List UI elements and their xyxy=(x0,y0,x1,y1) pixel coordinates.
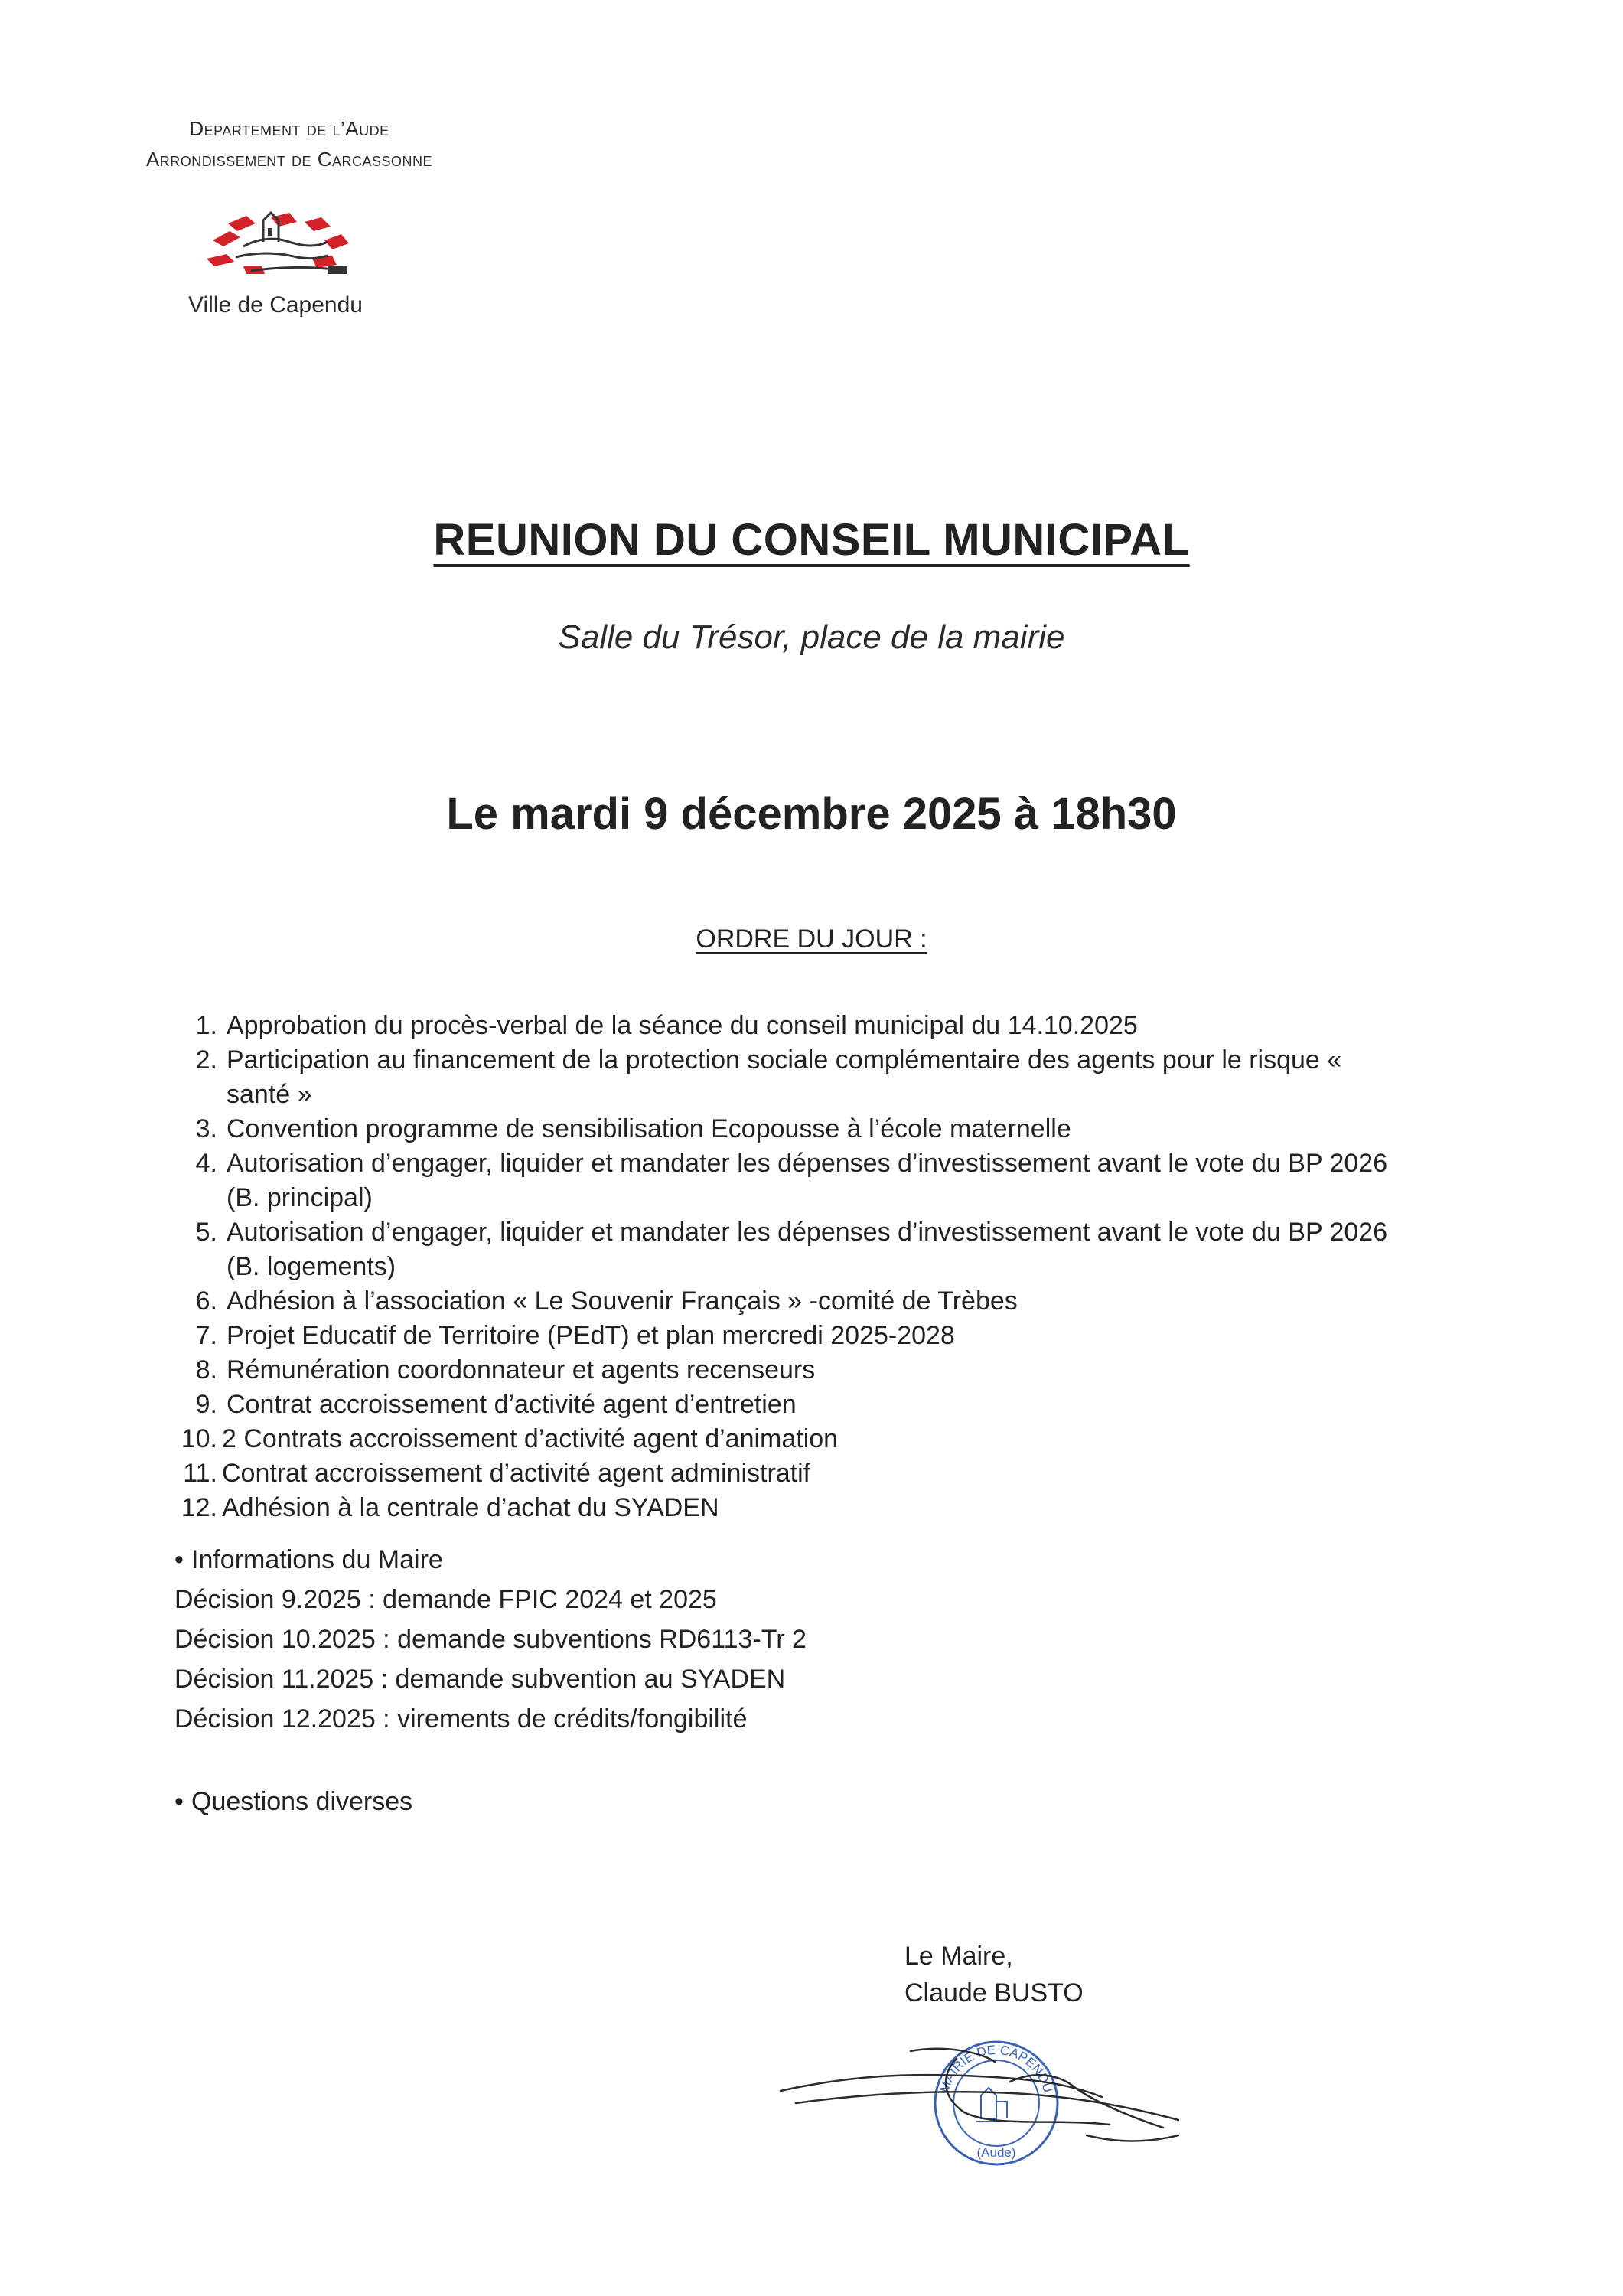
stamp-bottom-text: (Aude) xyxy=(976,2145,1016,2160)
agenda-list xyxy=(174,1009,1399,1525)
agenda-item xyxy=(174,1043,1399,1112)
agenda-item xyxy=(174,1388,1399,1422)
decision-line: Décision 12.2025 : virements de crédits/fongibilité xyxy=(174,1704,748,1733)
informations-heading xyxy=(174,1540,1322,1580)
signer-name: Claude BUSTO xyxy=(904,1978,1084,2007)
arrondissement-line: Arrondissement de Carcassonne xyxy=(145,148,433,171)
agenda-item-number: 7. xyxy=(195,1321,217,1350)
decision-line: Décision 9.2025 : demande FPIC 2024 et 2025 xyxy=(174,1585,717,1614)
agenda-item-text: Autorisation d’engager, liquider et mandater les dépenses d’investissement avant le vote du BP 2026 (B. logements) xyxy=(227,1218,1388,1281)
town-logo xyxy=(197,201,358,285)
town-name: Ville de Capendu xyxy=(188,292,363,318)
signature-and-stamp xyxy=(765,2028,1194,2181)
questions-text: Questions diverses xyxy=(191,1787,413,1816)
agenda-item xyxy=(174,1146,1399,1215)
agenda-item-text: Projet Educatif de Territoire (PEdT) et plan mercredi 2025-2028 xyxy=(227,1321,955,1350)
agenda-item-number: 4. xyxy=(195,1149,217,1178)
agenda-item xyxy=(174,1009,1399,1043)
agenda-item-text: 2 Contrats accroissement d’activité agent d’animation xyxy=(222,1424,839,1453)
agenda-heading-text: ORDRE DU JOUR : xyxy=(696,925,927,954)
page-title xyxy=(0,514,1623,566)
agenda-item-number: 6. xyxy=(195,1287,217,1316)
agenda-item-number: 3. xyxy=(195,1114,217,1143)
letterhead xyxy=(129,113,450,174)
agenda-item-number: 2. xyxy=(195,1045,217,1075)
agenda-item-text: Autorisation d’engager, liquider et mandater les dépenses d’investissement avant le vote du BP 2026 (B. principal) xyxy=(227,1149,1388,1212)
signer-role: Le Maire, xyxy=(904,1942,1013,1971)
agenda-item-text: Adhésion à l’association « Le Souvenir Français » -comité de Trèbes xyxy=(227,1287,1018,1316)
agenda-item-text: Convention programme de sensibilisation Ecopousse à l’école maternelle xyxy=(227,1114,1071,1143)
agenda-item-text: Adhésion à la centrale d’achat du SYADEN xyxy=(222,1493,719,1522)
agenda-item-text: Participation au financement de la protection sociale complémentaire des agents pour le risque « santé » xyxy=(227,1045,1342,1109)
agenda-item xyxy=(174,1456,1399,1491)
agenda-item-text: Contrat accroissement d’activité agent d’entretien xyxy=(227,1390,797,1419)
agenda-item-number: 10. xyxy=(181,1424,217,1453)
bullet-icon: • xyxy=(174,1787,184,1816)
signer-block xyxy=(904,1938,1084,2011)
agenda-heading xyxy=(0,925,1623,954)
meeting-date: Le mardi 9 décembre 2025 à 18h30 xyxy=(446,789,1177,839)
meeting-venue: Salle du Trésor, place de la mairie xyxy=(558,618,1065,656)
agenda-item-number: 5. xyxy=(195,1218,217,1247)
agenda-item xyxy=(174,1422,1399,1456)
agenda-item-number: 9. xyxy=(195,1390,217,1419)
mayor-informations xyxy=(174,1540,1322,1739)
department-line: Departement de l’Aude xyxy=(189,117,389,140)
informations-heading-text: Informations du Maire xyxy=(191,1545,443,1574)
questions-diverses xyxy=(174,1782,412,1821)
agenda-item xyxy=(174,1491,1399,1525)
agenda-item-number: 11. xyxy=(183,1459,217,1488)
stamp-ring-text: MAIRIE DE CAPENDU xyxy=(937,2042,1056,2095)
decision-line: Décision 11.2025 : demande subvention au SYADEN xyxy=(174,1665,786,1694)
agenda-item-text: Approbation du procès-verbal de la séance du conseil municipal du 14.10.2025 xyxy=(227,1011,1138,1040)
agenda-item-number: 1. xyxy=(195,1011,217,1040)
agenda-item xyxy=(174,1112,1399,1146)
bullet-icon: • xyxy=(174,1545,184,1574)
agenda-item-text: Rémunération coordonnateur et agents recenseurs xyxy=(227,1355,816,1384)
agenda-item xyxy=(174,1319,1399,1353)
decision-line: Décision 10.2025 : demande subventions RD6113-Tr 2 xyxy=(174,1625,807,1654)
agenda-item xyxy=(174,1215,1399,1284)
agenda-item-number: 12. xyxy=(181,1493,217,1522)
agenda-item xyxy=(174,1284,1399,1319)
agenda-item xyxy=(174,1353,1399,1388)
agenda-item-number: 8. xyxy=(195,1355,217,1384)
agenda-item-text: Contrat accroissement d’activité agent administratif xyxy=(222,1459,811,1488)
handwritten-signature xyxy=(781,2049,1178,2141)
page-title-text: REUNION DU CONSEIL MUNICIPAL xyxy=(433,515,1190,565)
